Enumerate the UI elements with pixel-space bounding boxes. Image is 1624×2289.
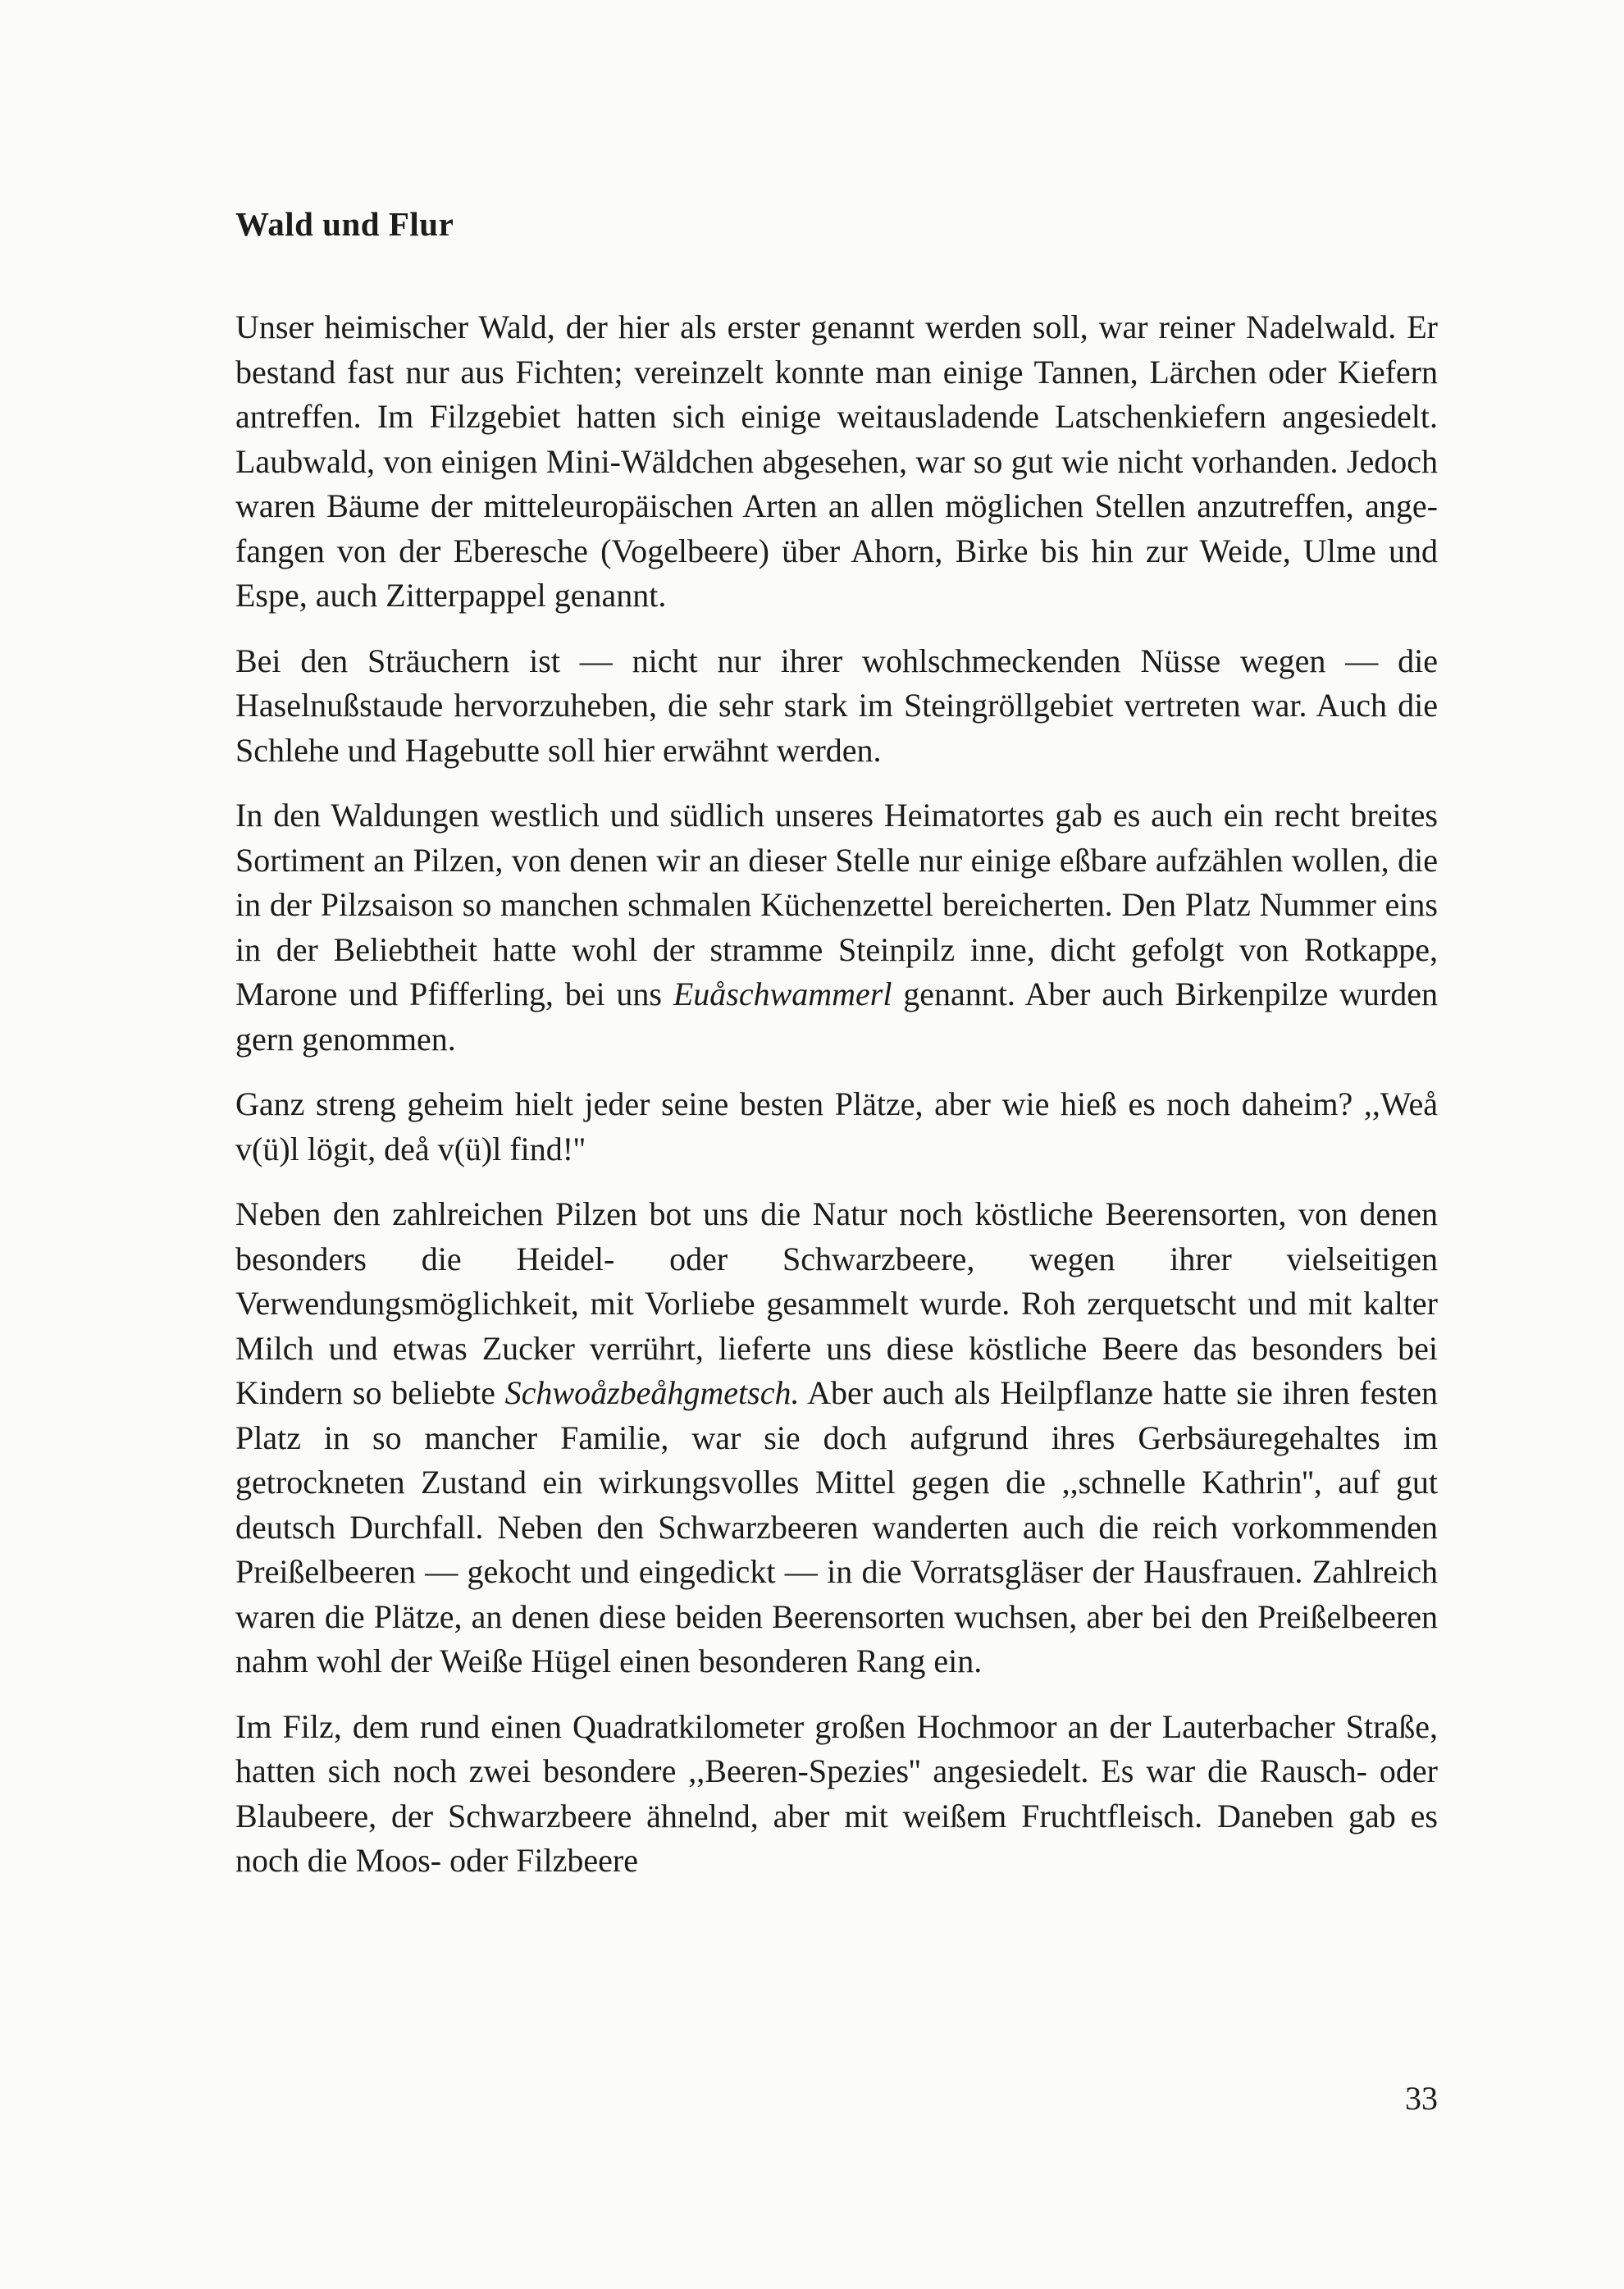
paragraph-moor-berries (235, 1705, 1438, 1884)
text-run: Neben den zahlreichen Pilzen bot uns die Natur noch köstliche Beerensorten, von denen besonders die Heidel- oder Schwarzbeere, wegen ihrer vielseitigen Verwendungsmöglichkeit, mit Vorliebe gesammelt wurde. Roh zerquetscht und mit kalter Milch und etwas Zucker verrührt, lieferte uns diese köstliche Beere das besonders bei Kindern so beliebte (235, 1195, 1438, 1411)
paragraph-forest (235, 305, 1438, 619)
section-heading: Wald und Flur (235, 205, 454, 243)
text-run: Im Filz, dem rund einen Quadratkilometer großen Hochmoor an der Lauterbacher Straße, hatten sich noch zwei besondere ,,Beeren-Spezies'' angesiedelt. Es war die Rausch- oder Blaubeere, der Schwarzbeere ähnelnd, aber mit weißem Fruchtfleisch. Daneben gab es noch die Moos- oder Filzbeere (235, 1707, 1438, 1879)
text-run: Aber auch als Heilpflanze hatte sie ihren festen Platz in so mancher Familie, war sie doch aufgrund ihres Gerbsäuregehaltes im getrockneten Zustand ein wirkungsvolles Mittel gegen die ,,schnelle Kathrin'', auf gut deutsch Durchfall. Neben den Schwarzbeeren wanderten auch die reich vorkommenden Preißelbeeren — gekocht und eingedickt — in die Vorratsgläser der Hausfrauen. Zahlreich waren die Plätze, an denen diese beiden Beerensorten wuchsen, aber bei den Preißelbeeren nahm wohl der Weiße Hügel einen besonderen Rang ein. (235, 1374, 1439, 1679)
paragraph-berries (235, 1192, 1438, 1684)
text-run: Ganz streng geheim hielt jeder seine besten Plätze, aber wie hieß es noch daheim? ,,Weå v(ü)l lögit, deå v(ü)l find!'' (235, 1085, 1438, 1167)
text-run: Unser heimischer Wald, der hier als erster genannt werden soll, war reiner Nadelwald. Er bestand fast nur aus Fichten; vereinzelt konnte man einige Tannen, Lärchen oder Kiefern antreffen. Im Filzgebiet hatten sich einige weitausladende Latschenkiefern angesiedelt. Laubwald, von einigen Mini-Wäldchen abgesehen, war so gut wie nicht vorhanden. Jedoch waren Bäume der mitteleuropäischen Arten an allen möglichen Stellen anzutreffen, angefangen von der Eberesche (Vogelbeere) über Ahorn, Birke bis hin zur Weide, Ulme und Espe, auch Zitterpappel genannt. (235, 308, 1438, 614)
text-run: genannt. Aber auch Birkenpilze wurden gern genommen. (235, 975, 1438, 1058)
paragraph-mushrooms (235, 793, 1438, 1062)
dialect-term: Euåschwammerl (673, 975, 892, 1012)
page-number: 33 (1405, 2080, 1438, 2117)
text-run: Bei den Sträuchern ist — nicht nur ihrer wohlschmeckenden Nüsse wegen — die Haselnußstaude hervorzuheben, die sehr stark im Steingröllgebiet vertreten war. Auch die Schlehe und Hagebutte soll hier erwähnt werden. (235, 642, 1438, 769)
text-run: In den Waldungen westlich und südlich unseres Heimatortes gab es auch ein recht breites Sortiment an Pilzen, von denen wir an dieser Stelle nur einige eßbare aufzählen wollen, die in der Pilzsaison so manchen schmalen Küchenzettel bereicherten. Den Platz Nummer eins in der Beliebtheit hatte wohl der stramme Steinpilz inne, dicht gefolgt von Rotkappe, Marone und Pfifferling, bei uns (235, 797, 1438, 1012)
body-text (235, 305, 1438, 1904)
paragraph-secret-places (235, 1082, 1438, 1172)
paragraph-shrubs (235, 639, 1438, 774)
dialect-term: Schwoåzbeåhgmetsch. (504, 1374, 800, 1411)
